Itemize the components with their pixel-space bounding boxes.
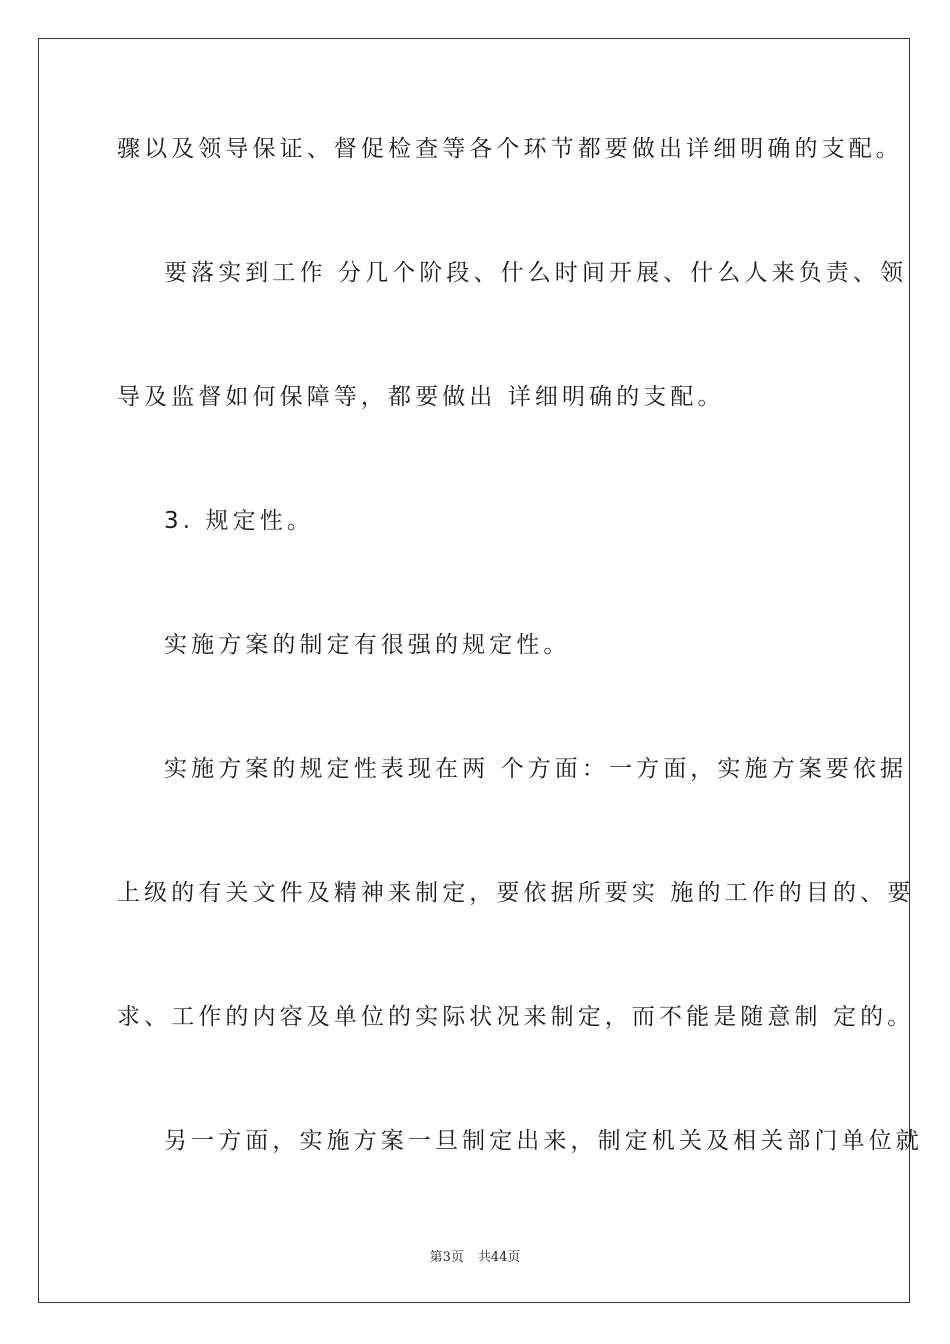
body-line-9: 另一方面，实施方案一旦制定出来，制定机关及相关部门单位就 — [164, 1128, 923, 1154]
body-line-7: 上级的有关文件及精神来制定，要依据所要实 施的工作的目的、要 — [117, 880, 915, 906]
body-line-1: 骤以及领导保证、督促检查等各个环节都要做出详细明确的支配。 — [117, 136, 903, 162]
page-total: 共44页 — [477, 1250, 521, 1265]
body-line-5: 实施方案的制定有很强的规定性。 — [164, 632, 571, 658]
page-number: 第3页 — [429, 1250, 464, 1265]
page-border — [38, 38, 910, 1303]
body-line-2: 要落实到工作 分几个阶段、什么时间开展、什么人来负责、领 — [164, 260, 908, 286]
body-line-8: 求、工作的内容及单位的实际状况来制定，而不能是随意制 定的。 — [117, 1004, 915, 1030]
body-line-3: 导及监督如何保障等，都要做出 详细明确的支配。 — [117, 384, 725, 410]
section-heading: 3. 规定性。 — [164, 508, 314, 534]
body-line-6: 实施方案的规定性表现在两 个方面：一方面，实施方案要依据 — [164, 756, 908, 782]
page-footer — [0, 1246, 950, 1265]
